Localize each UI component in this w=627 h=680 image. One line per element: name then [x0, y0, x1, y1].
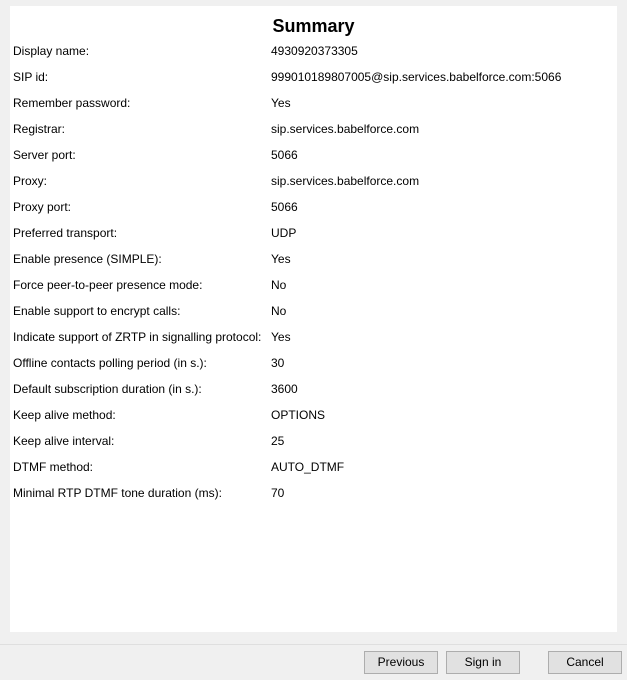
- summary-title: Summary: [272, 16, 355, 36]
- row-value: No: [271, 304, 287, 318]
- row-label: Preferred transport:: [13, 226, 118, 240]
- row-label: Offline contacts polling period (in s.):: [13, 356, 207, 370]
- summary-row-proxy-port: [13, 200, 613, 226]
- row-value: 3600: [271, 382, 298, 396]
- row-value: Yes: [271, 96, 291, 110]
- row-label: Keep alive interval:: [13, 434, 115, 448]
- row-label: Registrar:: [13, 122, 66, 136]
- row-value: AUTO_DTMF: [271, 460, 345, 474]
- summary-row-keep-alive-method: [13, 408, 613, 434]
- row-label: Force peer-to-peer presence mode:: [13, 278, 203, 292]
- summary-row-dtmf-method: [13, 460, 613, 486]
- summary-row-preferred-transport: [13, 226, 613, 252]
- row-value: Yes: [271, 252, 291, 266]
- row-label: Enable support to encrypt calls:: [13, 304, 181, 318]
- summary-row-polling-period: [13, 356, 613, 382]
- row-value: 5066: [271, 148, 298, 162]
- summary-row-server-port: [13, 148, 613, 174]
- summary-row-enable-presence: [13, 252, 613, 278]
- row-label: Indicate support of ZRTP in signalling protocol:: [13, 330, 262, 344]
- row-value: 4930920373305: [271, 44, 358, 58]
- row-label: Proxy port:: [13, 200, 72, 214]
- row-label: Display name:: [13, 44, 90, 58]
- summary-row-sip-id: [13, 70, 613, 96]
- footer-divider: [0, 644, 627, 645]
- row-label: Default subscription duration (in s.):: [13, 382, 202, 396]
- summary-row-remember-password: [13, 96, 613, 122]
- summary-row-subscription-duration: [13, 382, 613, 408]
- row-value: OPTIONS: [271, 408, 326, 422]
- cancel-button[interactable]: Cancel: [548, 651, 622, 674]
- row-label: Remember password:: [13, 96, 131, 110]
- sign-in-button[interactable]: Sign in: [446, 651, 520, 674]
- row-label: Enable presence (SIMPLE):: [13, 252, 162, 266]
- summary-panel: [10, 6, 617, 632]
- row-label: Keep alive method:: [13, 408, 116, 422]
- row-value: 30: [271, 356, 285, 370]
- summary-row-display-name: [13, 44, 613, 70]
- summary-row-encrypt-calls: [13, 304, 613, 330]
- summary-row-proxy: [13, 174, 613, 200]
- row-value: 70: [271, 486, 285, 500]
- row-value: Yes: [271, 330, 291, 344]
- row-value: UDP: [271, 226, 297, 240]
- row-label: DTMF method:: [13, 460, 94, 474]
- summary-row-force-p2p-presence: [13, 278, 613, 304]
- previous-button[interactable]: Previous: [364, 651, 438, 674]
- summary-row-zrtp-support: [13, 330, 613, 356]
- row-label: Proxy:: [13, 174, 48, 188]
- row-value: sip.services.babelforce.com: [271, 174, 420, 188]
- row-value: 25: [271, 434, 285, 448]
- row-label: Server port:: [13, 148, 76, 162]
- summary-rows: [13, 44, 613, 512]
- row-label: Minimal RTP DTMF tone duration (ms):: [13, 486, 222, 500]
- summary-row-keep-alive-interval: [13, 434, 613, 460]
- summary-row-registrar: [13, 122, 613, 148]
- row-value: 999010189807005@sip.services.babelforce.com:5066: [271, 70, 562, 84]
- row-value: sip.services.babelforce.com: [271, 122, 420, 136]
- row-value: No: [271, 278, 287, 292]
- row-value: 5066: [271, 200, 298, 214]
- summary-row-dtmf-tone-duration: [13, 486, 613, 512]
- row-label: SIP id:: [13, 70, 49, 84]
